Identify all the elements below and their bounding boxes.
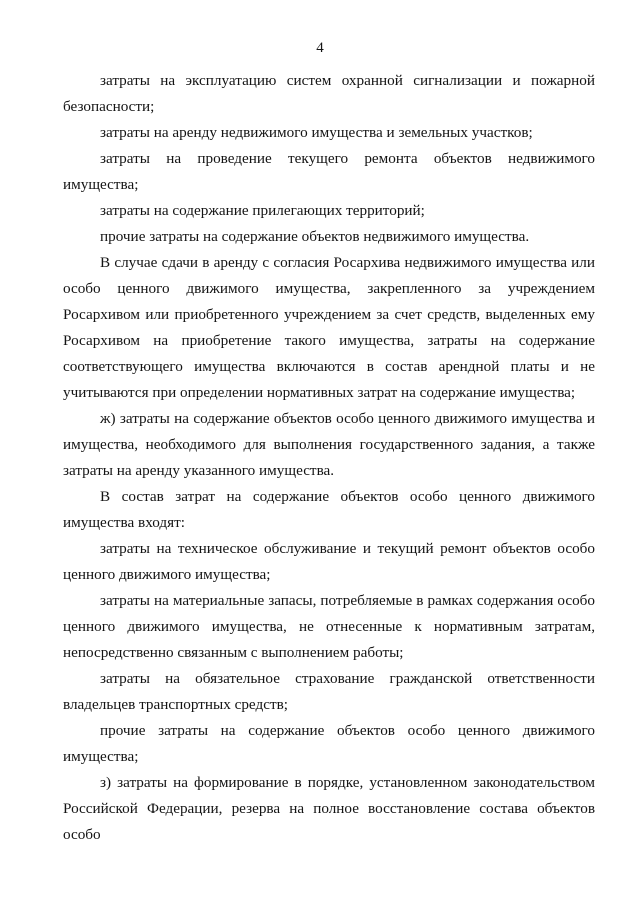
- paragraph: затраты на эксплуатацию систем охранной сигнализации и пожарной безопасности;: [63, 72, 595, 115]
- paragraph: затраты на аренду недвижимого имущества и земельных участков;: [100, 124, 533, 141]
- paragraph: прочие затраты на содержание объектов недвижимого имущества.: [100, 228, 530, 245]
- paragraph: з) затраты на формирование в порядке, установленном законодательством Российской Федерации, резерва на полное восстановление состава объектов особо: [63, 774, 595, 843]
- paragraph: В состав затрат на содержание объектов особо ценного движимого имущества входят:: [63, 488, 595, 531]
- paragraph: затраты на проведение текущего ремонта объектов недвижимого имущества;: [63, 150, 595, 193]
- document-body: [63, 68, 595, 848]
- paragraph: затраты на содержание прилегающих территорий;: [100, 202, 425, 219]
- page-number: 4: [316, 40, 324, 56]
- paragraph: затраты на техническое обслуживание и текущий ремонт объектов особо ценного движимого имущества;: [63, 540, 595, 583]
- paragraph: прочие затраты на содержание объектов особо ценного движимого имущества;: [63, 722, 595, 765]
- paragraph: В случае сдачи в аренду с согласия Росархива недвижимого имущества или особо ценного движимого имущества, закрепленного за учреждением Росархивом или приобретенного учреждением за счет средств, выделенных ему Росархивом на приобретение такого имущества, затраты на содержание соответствующего имущества включаются в состав арендной платы и не учитываются при определении нормативных затрат на содержание имущества;: [63, 254, 595, 401]
- paragraph: затраты на обязательное страхование гражданской ответственности владельцев транспортных средств;: [63, 670, 595, 713]
- paragraph: затраты на материальные запасы, потребляемые в рамках содержания особо ценного движимого имущества, не отнесенные к нормативным затратам, непосредственно связанным с выполнением работы;: [63, 592, 595, 661]
- paragraph: ж) затраты на содержание объектов особо ценного движимого имущества и имущества, необходимого для выполнения государственного задания, а также затраты на аренду указанного имущества.: [63, 410, 595, 479]
